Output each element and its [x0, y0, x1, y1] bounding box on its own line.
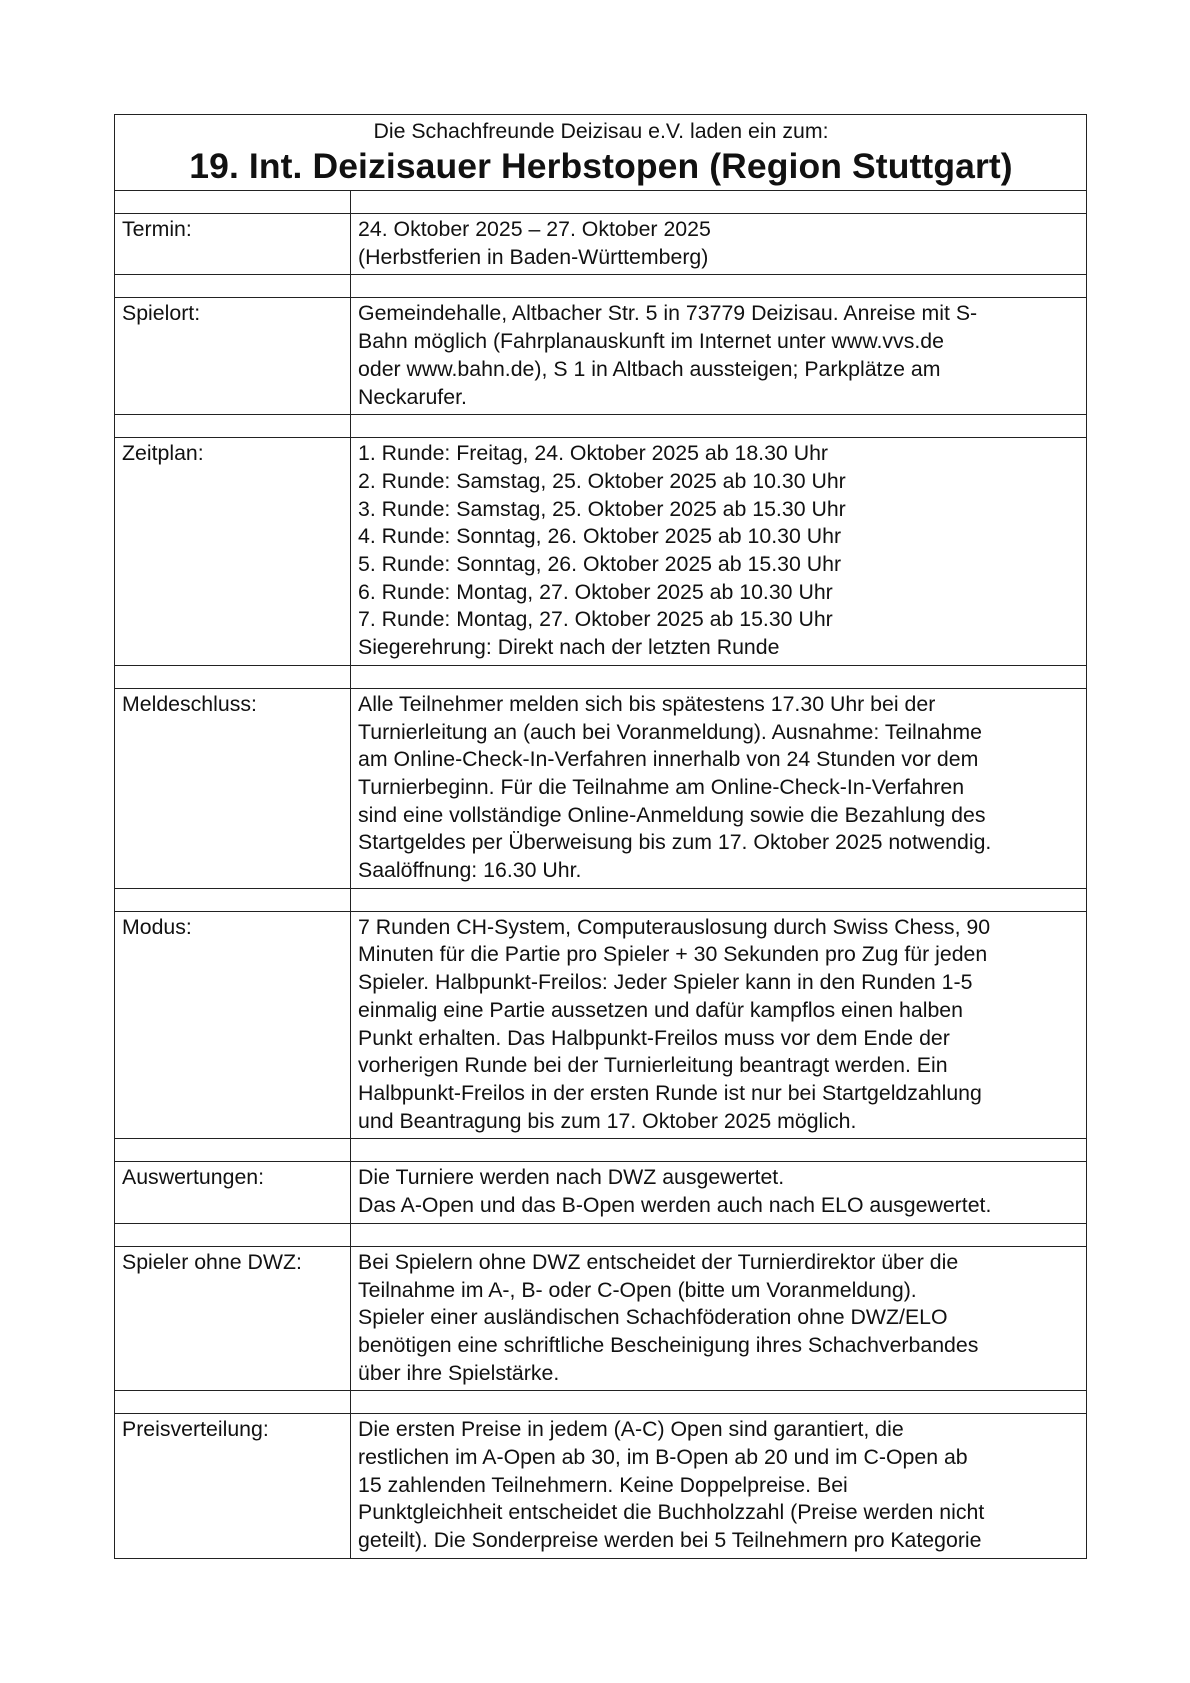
row-label: Spielort:	[122, 301, 201, 326]
row-value-cell	[351, 214, 1087, 275]
header-cell	[115, 115, 1087, 191]
row-value-cell	[351, 1162, 1087, 1223]
header-row	[115, 115, 1087, 191]
row-text-line: Bahn möglich (Fahrplanauskunft im Internet unter www.vvs.de	[358, 329, 944, 354]
info-row	[115, 214, 1087, 275]
tournament-title: 19. Int. Deizisauer Herbstopen (Region Stuttgart)	[189, 146, 1013, 186]
row-value-cell	[351, 1246, 1087, 1391]
row-text-line: Punkt erhalten. Das Halbpunkt-Freilos muss vor dem Ende der	[358, 1025, 950, 1050]
info-row	[115, 688, 1087, 888]
row-label: Zeitplan:	[122, 441, 204, 466]
info-row	[115, 911, 1087, 1139]
row-label-cell	[115, 214, 351, 275]
info-row	[115, 438, 1087, 666]
row-text-line: geteilt). Die Sonderpreise werden bei 5 Teilnehmern pro Kategorie	[358, 1528, 982, 1553]
row-text-line: und Beantragung bis zum 17. Oktober 2025 möglich.	[358, 1108, 857, 1133]
row-text-line: 24. Oktober 2025 – 27. Oktober 2025	[358, 217, 711, 241]
row-label: Auswertungen:	[122, 1165, 265, 1190]
spacer-cell	[115, 665, 351, 688]
row-value-cell	[351, 1414, 1087, 1559]
row-value-cell	[351, 298, 1087, 415]
spacer-cell	[115, 275, 351, 298]
spacer-cell	[351, 1139, 1087, 1162]
spacer-cell	[351, 888, 1087, 911]
row-text-line: 3. Runde: Samstag, 25. Oktober 2025 ab 15.30 Uhr	[358, 496, 846, 521]
row-text-line: sind eine vollständige Online-Anmeldung sowie die Bezahlung des	[358, 802, 986, 827]
row-label-cell	[115, 911, 351, 1139]
row-text-line: am Online-Check-In-Verfahren innerhalb von 24 Stunden vor dem	[358, 747, 979, 772]
row-text-line: 5. Runde: Sonntag, 26. Oktober 2025 ab 15.30 Uhr	[358, 552, 842, 577]
row-label: Meldeschluss:	[122, 691, 257, 716]
row-text-line: 15 zahlenden Teilnehmern. Keine Doppelpreise. Bei	[358, 1472, 848, 1497]
row-value-cell	[351, 438, 1087, 666]
spacer-cell	[351, 191, 1087, 214]
row-text-line: Saalöffnung: 16.30 Uhr.	[358, 858, 582, 883]
row-text-line: 4. Runde: Sonntag, 26. Oktober 2025 ab 10.30 Uhr	[358, 524, 842, 549]
row-text-line: Neckarufer.	[358, 384, 467, 409]
row-text-line: Halbpunkt-Freilos in der ersten Runde ist nur bei Startgeldzahlung	[358, 1080, 982, 1105]
spacer-cell	[351, 665, 1087, 688]
row-text-line: 7. Runde: Montag, 27. Oktober 2025 ab 15.30 Uhr	[358, 607, 833, 632]
spacer-cell	[351, 1391, 1087, 1414]
spacer-cell	[115, 1139, 351, 1162]
spacer-cell	[115, 415, 351, 438]
row-label-cell	[115, 1414, 351, 1559]
row-label: Modus:	[122, 914, 192, 939]
row-text-line: (Herbstferien in Baden-Württemberg)	[358, 244, 709, 269]
row-text-line: Gemeindehalle, Altbacher Str. 5 in 73779 Deizisau. Anreise mit S-	[358, 301, 978, 326]
row-value-cell	[351, 688, 1087, 888]
row-label: Termin:	[122, 217, 192, 241]
row-text-line: benötigen eine schriftliche Bescheinigung ihres Schachverbandes	[358, 1332, 979, 1357]
row-text-line: Spieler einer ausländischen Schachföderation ohne DWZ/ELO	[358, 1305, 948, 1330]
invitation-intro: Die Schachfreunde Deizisau e.V. laden ein zum:	[373, 119, 829, 143]
row-text-line: Die Turniere werden nach DWZ ausgewertet.	[358, 1165, 785, 1190]
spacer-row	[115, 415, 1087, 438]
spacer-cell	[351, 1223, 1087, 1246]
spacer-cell	[351, 275, 1087, 298]
row-text-line: Turnierbeginn. Für die Teilnahme am Online-Check-In-Verfahren	[358, 774, 965, 799]
row-text-line: Das A-Open und das B-Open werden auch nach ELO ausgewertet.	[358, 1193, 992, 1218]
spacer-row	[115, 1391, 1087, 1414]
row-text-line: Spieler. Halbpunkt-Freilos: Jeder Spieler kann in den Runden 1-5	[358, 970, 973, 995]
row-text-line: Siegerehrung: Direkt nach der letzten Runde	[358, 635, 780, 660]
row-text-line: Die ersten Preise in jedem (A-C) Open sind garantiert, die	[358, 1417, 904, 1442]
spacer-row	[115, 275, 1087, 298]
spacer-cell	[115, 1223, 351, 1246]
spacer-row	[115, 665, 1087, 688]
spacer-row	[115, 1223, 1087, 1246]
row-text-line: über ihre Spielstärke.	[358, 1360, 560, 1385]
info-row	[115, 1414, 1087, 1559]
spacer-row	[115, 888, 1087, 911]
row-text-line: 6. Runde: Montag, 27. Oktober 2025 ab 10.30 Uhr	[358, 579, 833, 604]
row-text-line: Minuten für die Partie pro Spieler + 30 Sekunden pro Zug für jeden	[358, 942, 988, 967]
row-text-line: restlichen im A-Open ab 30, im B-Open ab 20 und im C-Open ab	[358, 1445, 968, 1470]
spacer-cell	[115, 191, 351, 214]
row-label: Preisverteilung:	[122, 1417, 269, 1442]
row-value-cell	[351, 911, 1087, 1139]
row-label-cell	[115, 438, 351, 666]
info-row	[115, 298, 1087, 415]
row-label-cell	[115, 1162, 351, 1223]
row-text-line: Alle Teilnehmer melden sich bis spätestens 17.30 Uhr bei der	[358, 691, 936, 716]
info-row	[115, 1246, 1087, 1391]
row-text-line: oder www.bahn.de), S 1 in Altbach aussteigen; Parkplätze am	[358, 356, 941, 381]
tournament-info-table	[114, 114, 1087, 1559]
spacer-row	[115, 191, 1087, 214]
row-label-cell	[115, 688, 351, 888]
spacer-cell	[351, 415, 1087, 438]
row-text-line: vorherigen Runde bei der Turnierleitung beantragt werden. Ein	[358, 1053, 948, 1078]
row-text-line: Teilnahme im A-, B- oder C-Open (bitte um Voranmeldung).	[358, 1277, 917, 1302]
row-text-line: Punktgleichheit entscheidet die Buchholzzahl (Preise werden nicht	[358, 1500, 985, 1525]
row-label: Spieler ohne DWZ:	[122, 1249, 302, 1274]
row-text-line: 1. Runde: Freitag, 24. Oktober 2025 ab 18.30 Uhr	[358, 441, 829, 466]
row-text-line: einmalig eine Partie aussetzen und dafür kampflos einen halben	[358, 997, 963, 1022]
spacer-cell	[115, 888, 351, 911]
row-text-line: 7 Runden CH-System, Computerauslosung durch Swiss Chess, 90	[358, 914, 991, 939]
spacer-row	[115, 1139, 1087, 1162]
row-text-line: Startgeldes per Überweisung bis zum 17. Oktober 2025 notwendig.	[358, 830, 992, 855]
row-text-line: Turnierleitung an (auch bei Voranmeldung). Ausnahme: Teilnahme	[358, 719, 982, 744]
row-text-line: Bei Spielern ohne DWZ entscheidet der Turnierdirektor über die	[358, 1249, 959, 1274]
spacer-cell	[115, 1391, 351, 1414]
row-text-line: 2. Runde: Samstag, 25. Oktober 2025 ab 10.30 Uhr	[358, 468, 846, 493]
info-row	[115, 1162, 1087, 1223]
row-label-cell	[115, 298, 351, 415]
row-label-cell	[115, 1246, 351, 1391]
